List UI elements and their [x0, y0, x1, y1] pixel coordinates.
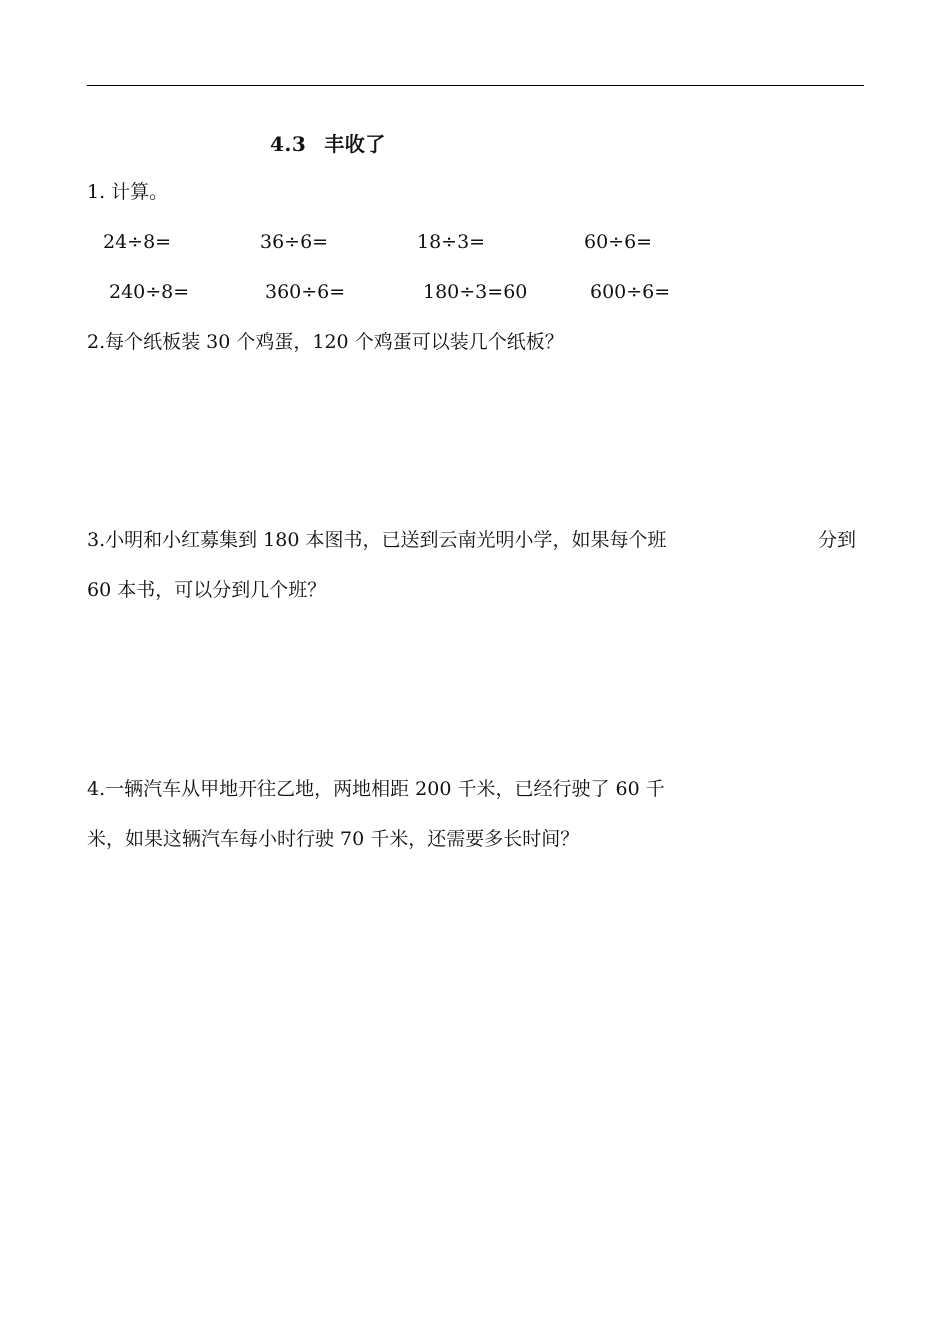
- q1-expr-2-2: 360÷6=: [265, 281, 346, 303]
- q3-line1: 3.小明和小红募集到 180 本图书，已送到云南光明小学，如果每个班: [87, 529, 667, 551]
- section-number: 4.3: [270, 132, 307, 156]
- section-name: 丰收了: [324, 132, 386, 156]
- section-title: [270, 128, 386, 157]
- q1-expr-2-1: 240÷8=: [109, 281, 190, 303]
- q1-expr-2-3: 180÷3=60: [423, 281, 528, 303]
- q1-heading: 1. 计算。: [87, 181, 169, 203]
- q2-text: 2.每个纸板装 30 个鸡蛋，120 个鸡蛋可以装几个纸板？: [87, 331, 564, 353]
- header-rule: [87, 85, 864, 86]
- q4-line1: 4.一辆汽车从甲地开往乙地，两地相距 200 千米，已经行驶了 60 千: [87, 778, 665, 800]
- q1-expr-1-3: 18÷3=: [417, 231, 486, 253]
- q4-line2: 米，如果这辆汽车每小时行驶 70 千米，还需要多长时间？: [87, 828, 580, 850]
- q1-expr-1-4: 60÷6=: [584, 231, 653, 253]
- q1-expr-1-2: 36÷6=: [260, 231, 329, 253]
- q1-expr-1-1: 24÷8=: [103, 231, 172, 253]
- q1-expr-2-4: 600÷6=: [590, 281, 671, 303]
- q3-line1-end: 分到: [818, 529, 857, 551]
- q3-line2: 60 本书，可以分到几个班？: [87, 579, 327, 601]
